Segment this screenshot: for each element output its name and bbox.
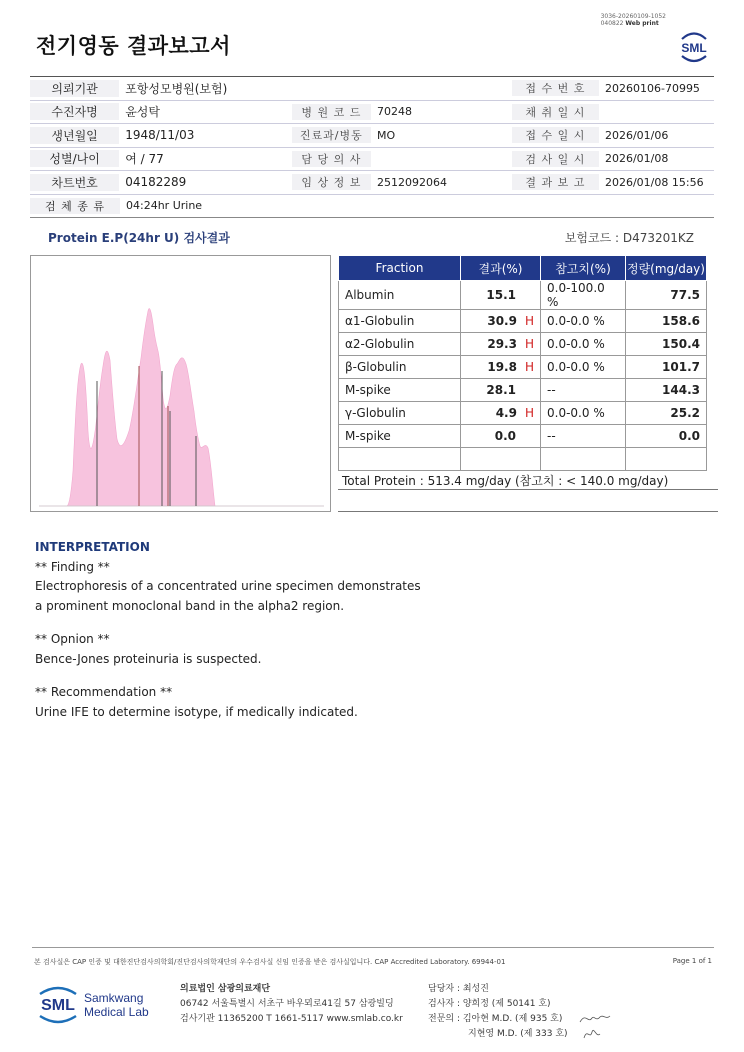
info-label: 진료과/병동	[292, 127, 371, 143]
staff-line: 전문의 : 김아현 M.D. (제 935 호)	[428, 1014, 563, 1024]
fraction-result	[461, 281, 541, 310]
recommendation-heading: ** Recommendation **	[35, 685, 173, 699]
org-contact: 검사기관 11365200 T 1661-5117 www.smlab.co.kr	[180, 1014, 403, 1024]
fraction-result	[461, 356, 541, 379]
info-label: 의뢰기관	[30, 80, 119, 97]
sml-logo-icon	[676, 30, 712, 64]
fraction-name: α1-Globulin	[339, 310, 461, 333]
svg-text:SML: SML	[41, 997, 75, 1014]
interpretation-section	[35, 538, 421, 722]
results-table	[338, 255, 707, 471]
svg-text:SML: SML	[681, 41, 707, 55]
results-header-row	[339, 256, 707, 281]
info-label: 검 사 일 시	[512, 151, 599, 167]
fraction-amount	[626, 448, 707, 471]
col-header-fraction: Fraction	[339, 256, 461, 281]
page-number: Page 1 of 1	[672, 957, 712, 965]
fraction-reference: 0.0-0.0 %	[541, 402, 626, 425]
info-row	[30, 148, 714, 172]
info-value: 윤성탁	[125, 105, 160, 120]
results-row	[339, 379, 707, 402]
svg-text:Samkwang: Samkwang	[84, 991, 144, 1005]
staff-line: 지현영 M.D. (제 333 호)	[468, 1029, 568, 1039]
fraction-reference	[541, 448, 626, 471]
samkwang-logo	[36, 982, 166, 1030]
col-header-reference: 참고치(%)	[541, 256, 626, 281]
fraction-result	[461, 379, 541, 402]
fraction-reference: --	[541, 425, 626, 448]
fraction-result	[461, 402, 541, 425]
fraction-amount: 0.0	[626, 425, 707, 448]
recommendation-text: Urine IFE to determine isotype, if medically indicated.	[35, 704, 358, 719]
results-row	[339, 425, 707, 448]
fraction-name: M-spike	[339, 379, 461, 402]
staff-info	[428, 982, 568, 1042]
total-protein: Total Protein : 513.4 mg/day (참고치 : < 140.0 mg/day)	[342, 474, 669, 488]
high-flag: H	[524, 314, 534, 328]
fraction-amount: 144.3	[626, 379, 707, 402]
results-row	[339, 310, 707, 333]
result-value: 4.9	[495, 406, 517, 420]
web-print-label: Web print	[625, 20, 659, 27]
results-row	[339, 333, 707, 356]
info-label: 차트번호	[30, 174, 119, 191]
fraction-amount: 77.5	[626, 281, 707, 310]
info-value: MO	[376, 128, 396, 142]
info-value: 2512092064	[376, 175, 447, 189]
fraction-amount: 101.7	[626, 356, 707, 379]
section-title: Protein E.P(24hr U) 검사결과	[48, 231, 230, 245]
patient-info-table	[30, 76, 714, 218]
high-flag: H	[524, 337, 534, 351]
results-row	[339, 281, 707, 310]
staff-line: 검사자 : 양희정 (제 50141 호)	[428, 999, 551, 1009]
high-flag: H	[524, 360, 534, 374]
info-row	[30, 101, 714, 125]
info-value: 2026/01/08	[604, 152, 669, 166]
result-value: 28.1	[486, 383, 516, 397]
sml-logo-icon	[36, 982, 166, 1026]
info-row	[30, 77, 714, 101]
info-label: 성별/나이	[30, 150, 119, 167]
finding-heading: ** Finding **	[35, 559, 110, 574]
fraction-result	[461, 448, 541, 471]
opinion-text: Bence-Jones proteinuria is suspected.	[35, 651, 262, 666]
info-value: 여 / 77	[125, 152, 164, 167]
org-address: 06742 서울특별시 서초구 바우뫼로41길 57 삼광빌딩	[180, 999, 394, 1009]
fraction-reference: 0.0-0.0 %	[541, 356, 626, 379]
staff-line: 담당자 : 최성진	[428, 984, 489, 994]
fraction-name: α2-Globulin	[339, 333, 461, 356]
col-header-amount: 정량(mg/day)	[626, 256, 707, 281]
densitogram-curve	[39, 309, 324, 506]
result-value: 15.1	[486, 288, 516, 302]
results-row	[339, 356, 707, 379]
col-header-result: 결과(%)	[461, 256, 541, 281]
info-value: 04182289	[125, 175, 187, 190]
fraction-name	[339, 448, 461, 471]
info-label: 채 취 일 시	[512, 104, 599, 120]
info-label: 결 과 보 고	[512, 174, 599, 190]
electrophoresis-densitogram	[30, 255, 331, 512]
info-value: 1948/11/03	[125, 128, 195, 143]
fraction-reference: 0.0-0.0 %	[541, 333, 626, 356]
info-row	[30, 171, 714, 195]
result-value: 29.3	[487, 337, 517, 351]
info-value: 포항성모병원(보험)	[125, 81, 228, 96]
specimen-label: 검 체 종 류	[30, 198, 120, 214]
fraction-name: M-spike	[339, 425, 461, 448]
result-value: 30.9	[487, 314, 517, 328]
result-value: 19.8	[487, 360, 517, 374]
interpretation-heading: INTERPRETATION	[35, 540, 150, 554]
fraction-reference: --	[541, 379, 626, 402]
fraction-result	[461, 333, 541, 356]
finding-text-1: Electrophoresis of a concentrated urine specimen demonstrates	[35, 579, 421, 593]
fraction-amount: 25.2	[626, 402, 707, 425]
org-name: 의료법인 삼광의료재단	[180, 984, 271, 994]
fraction-name: Albumin	[339, 281, 461, 310]
high-flag: H	[524, 406, 534, 420]
info-value: 2026/01/08 15:56	[604, 175, 704, 189]
fraction-name: β-Globulin	[339, 356, 461, 379]
info-value: 70248	[376, 105, 412, 119]
divider	[338, 489, 718, 490]
divider	[338, 511, 718, 512]
results-row	[339, 448, 707, 471]
finding-text-2: a prominent monoclonal band in the alpha2 region.	[35, 598, 345, 613]
info-label: 임 상 정 보	[292, 174, 371, 190]
fraction-result	[461, 310, 541, 333]
page-title: 전기영동 결과보고서	[36, 34, 231, 58]
result-value: 0.0	[494, 429, 516, 443]
info-value: 2026/01/06	[604, 128, 669, 142]
fraction-amount: 150.4	[626, 333, 707, 356]
info-label: 생년월일	[30, 127, 119, 144]
fraction-reference: 0.0-0.0 %	[541, 310, 626, 333]
fraction-amount: 158.6	[626, 310, 707, 333]
info-row	[30, 124, 714, 148]
report-code-line-2: 040822	[600, 20, 624, 27]
specimen-value: 04:24hr Urine	[126, 199, 203, 213]
info-row-specimen	[30, 195, 714, 219]
fraction-result	[461, 425, 541, 448]
signature-icon	[578, 1010, 612, 1042]
accreditation-note: 본 검사실은 CAP 인증 및 대한진단검사의학회/진단검사의학재단의 우수검사실 신임 인증을 받은 검사실입니다. CAP Accredited Laboratory. 69944-01	[34, 958, 506, 966]
opinion-heading: ** Opnion **	[35, 632, 110, 646]
report-code-line-1: 3036-20260109-1052	[600, 13, 666, 20]
info-label: 수진자명	[30, 103, 119, 120]
info-label: 접 수 번 호	[512, 80, 599, 96]
densitogram-svg	[31, 256, 330, 511]
info-value: 20260106-70995	[604, 81, 700, 95]
fraction-name: γ-Globulin	[339, 402, 461, 425]
insurance-code: 보험코드 : D473201KZ	[564, 231, 694, 245]
info-label: 병 원 코 드	[292, 104, 371, 120]
results-row	[339, 402, 707, 425]
fraction-reference: 0.0-100.0 %	[541, 281, 626, 310]
report-code	[601, 13, 666, 27]
info-label: 접 수 일 시	[512, 127, 599, 143]
svg-text:Medical Lab: Medical Lab	[84, 1005, 149, 1019]
info-label: 담 당 의 사	[292, 151, 371, 167]
footer-divider	[32, 947, 714, 948]
organization-info	[180, 982, 403, 1027]
